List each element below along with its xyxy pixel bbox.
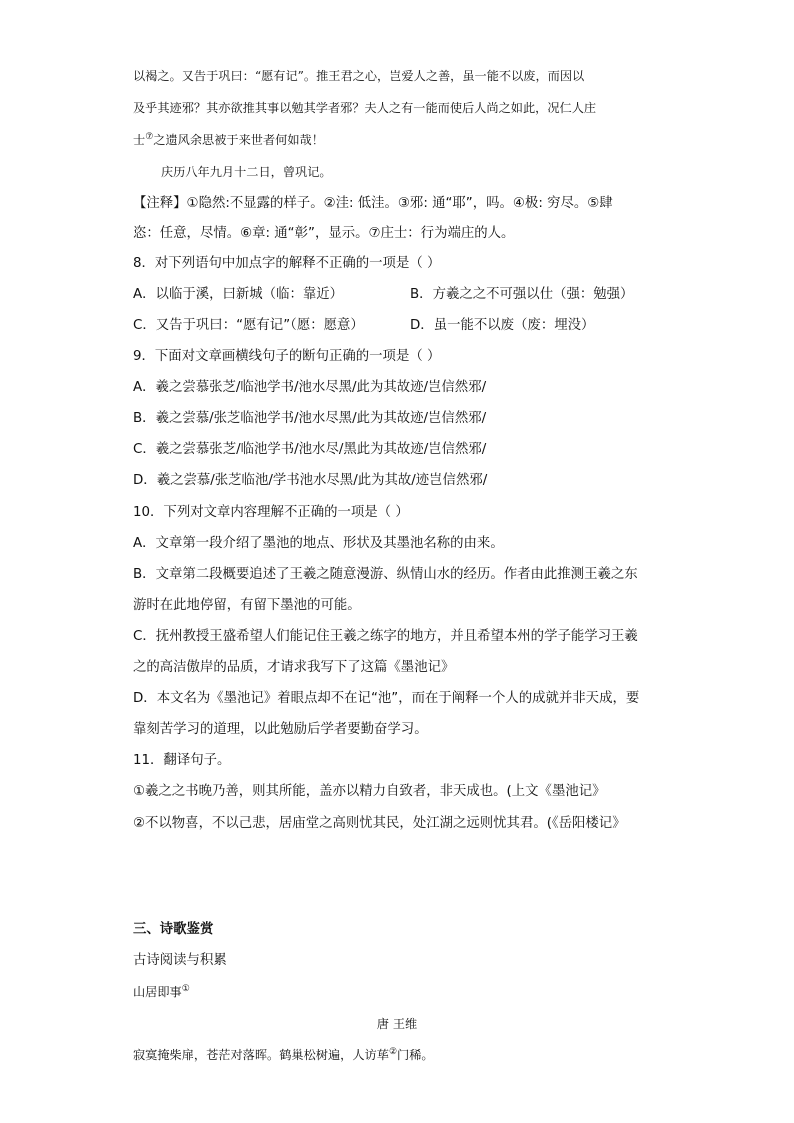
poem-title-text: 山居即事	[133, 985, 182, 999]
question-11-sentence-1: ①羲之之书晚乃善，则其所能，盖亦以精力自致者，非天成也。(上文《墨池记》	[133, 784, 606, 799]
question-10-option-c: C．抚州教授王盛希望人们能记住王羲之练字的地方，并且希望本州的学子能学习王羲	[133, 629, 638, 644]
section-3-subtitle: 古诗阅读与积累	[133, 953, 227, 968]
section-3-title: 三、诗歌鉴赏	[133, 922, 214, 937]
poem-line	[133, 1046, 434, 1064]
passage-date: 庆历八年九月十二日，曾巩记。	[161, 165, 332, 179]
passage-line	[133, 131, 324, 149]
poem-author: 唐 王维	[376, 1017, 418, 1031]
passage-line: 以褐之。又告于巩曰：“愿有记”。推王君之心，岂爱人之善，虽一能不以废，而因以	[133, 69, 585, 83]
question-10-option-b: B．文章第二段概要追述了王羲之随意漫游、纵情山水的经历。作者由此推测王羲之东	[133, 567, 638, 582]
question-8-option-b: B．方羲之之不可强以仕（强：勉强）	[410, 287, 634, 302]
question-9-option-c: C．羲之尝慕张芝/临池学书/池水尽/黑此为其故迹/岂信然邪/	[133, 442, 487, 457]
question-9-option-b: B．羲之尝慕/张芝临池学书/池水尽黑/此为其故迹/岂信然邪/	[133, 411, 487, 426]
passage-text: 之遗风余思被于来世者何如哉！	[153, 133, 324, 147]
footnote-marker: ①	[181, 983, 190, 994]
question-11-stem: 11．翻译句子。	[133, 753, 231, 768]
question-10-option-d-cont: 靠刻苦学习的道理，以此勉励后学者要勤奋学习。	[133, 722, 428, 737]
question-9-stem: 9．下面对文章画横线句子的断句正确的一项是（ ）	[133, 349, 441, 364]
question-8-option-d: D．虽一能不以废（废：埋没）	[410, 318, 595, 333]
question-8-option-a: A．以临于溪，曰新城（临：靠近）	[133, 287, 344, 302]
notes-line: 【注释】①隐然:不显露的样子。②洼: 低洼。③邪: 通“耶”，吗。④极: 穷尽。⑤肆	[133, 196, 613, 211]
poem-text: 寂寞掩柴扉，苍茫对落晖。鹤巢松树遍，人访荜	[133, 1048, 389, 1062]
passage-text: 士	[133, 133, 146, 147]
footnote-marker: ②	[388, 1046, 398, 1057]
question-11-sentence-2: ②不以物喜，不以己悲，居庙堂之高则忧其民，处江湖之远则忧其君。(《岳阳楼记》	[133, 816, 626, 831]
question-10-option-d: D．本文名为《墨池记》着眼点却不在记“池”，而在于阐释一个人的成就并非天成，要	[133, 691, 640, 706]
question-10-option-a: A．文章第一段介绍了墨池的地点、形状及其墨池名称的由来。	[133, 536, 504, 551]
footnote-marker: ⑦	[145, 131, 154, 142]
question-8-stem: 8．对下列语句中加点字的解释不正确的一项是（ ）	[133, 256, 441, 271]
question-10-option-b-cont: 游时在此地停留，有留下墨池的可能。	[133, 598, 361, 613]
question-9-option-a: A．羲之尝慕张芝/临池学书/池水尽黑/此为其故迹/岂信然邪/	[133, 380, 487, 395]
question-8-option-c: C．又告于巩曰：“愿有记”（愿：愿意）	[133, 318, 364, 333]
poem-text: 门稀。	[397, 1048, 434, 1062]
question-10-option-c-cont: 之的高洁傲岸的品质，才请求我写下了这篇《墨池记》	[133, 660, 455, 675]
question-10-stem: 10．下列对文章内容理解不正确的一项是（ ）	[133, 505, 409, 520]
question-9-option-d: D．羲之尝慕/张芝临池/学书池水尽黑/此为其故/迹岂信然邪/	[133, 473, 488, 488]
poem-title	[133, 983, 190, 1001]
passage-line: 及乎其迹邪？其亦欲推其事以勉其学者邪？夫人之有一能而使后人尚之如此，况仁人庄	[133, 101, 597, 115]
notes-line: 恣：任意，尽情。⑥章: 通“彰”，显示。⑦庄士：行为端庄的人。	[133, 226, 515, 241]
